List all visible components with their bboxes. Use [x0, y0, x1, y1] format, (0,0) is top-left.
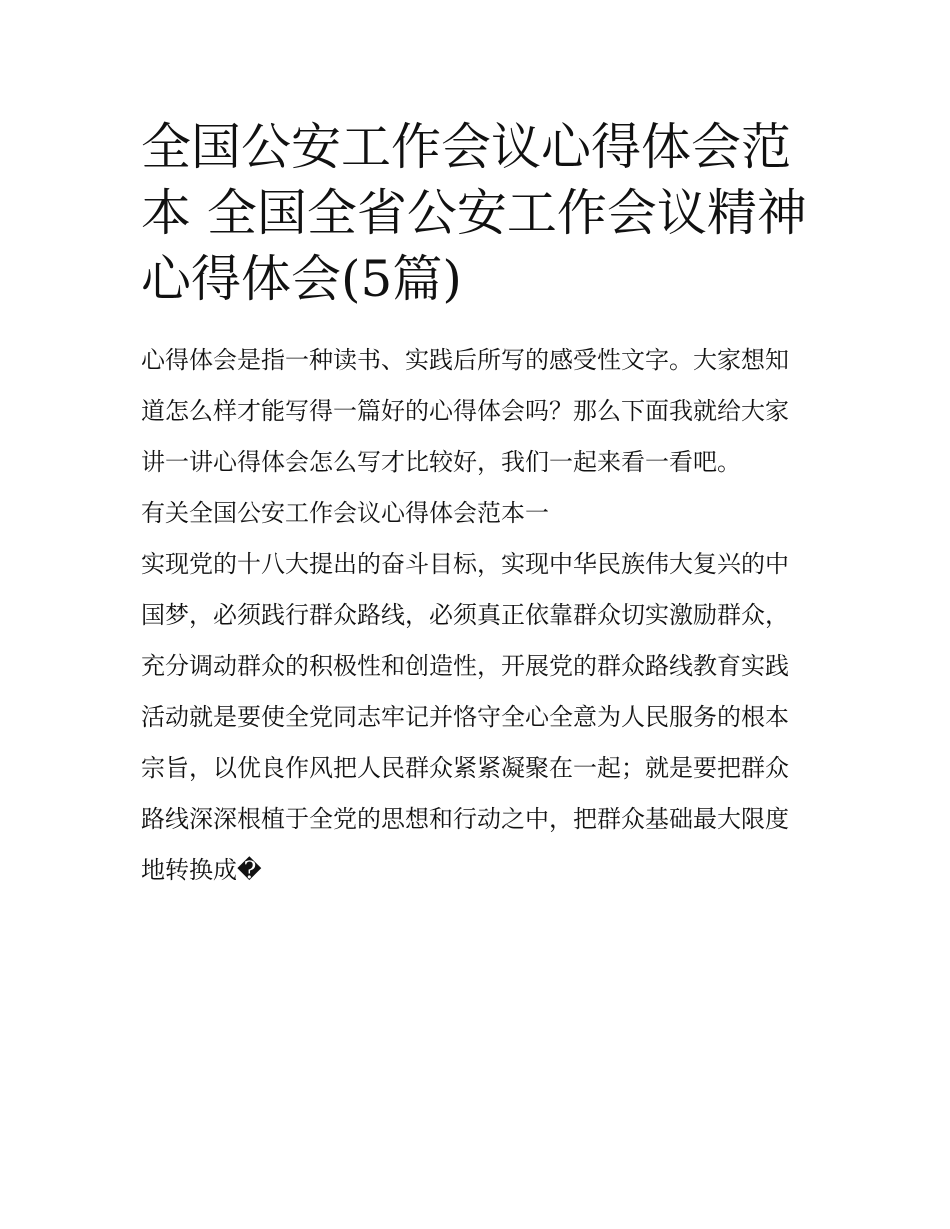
paragraph-line: 宗旨，以优良作风把人民群众紧紧凝聚在一起；就是要把群众 — [141, 754, 789, 782]
paragraph-line: 地转换成� — [141, 856, 262, 884]
intro-line: 心得体会是指一种读书、实践后所写的感受性文字。大家想知 — [141, 346, 789, 374]
document-title — [141, 114, 816, 312]
intro-line: 讲一讲心得体会怎么写才比较好，我们一起来看一看吧。 — [141, 448, 741, 476]
document-content — [141, 114, 816, 896]
document-body — [141, 335, 816, 896]
paragraph-line: 国梦，必须践行群众路线，必须真正依靠群众切实激励群众， — [141, 601, 789, 629]
paragraph-line: 充分调动群众的积极性和创造性，开展党的群众路线教育实践 — [141, 652, 789, 680]
paragraph-line: 路线深深根植于全党的思想和行动之中，把群众基础最大限度 — [141, 805, 789, 833]
intro-line: 道怎么样才能写得一篇好的心得体会吗？那么下面我就给大家 — [141, 397, 789, 425]
paragraph-line: 活动就是要使全党同志牢记并恪守全心全意为人民服务的根本 — [141, 703, 789, 731]
title-line: 全国公安工作会议心得体会范 — [141, 118, 791, 176]
section-heading: 有关全国公安工作会议心得体会范本一 — [141, 499, 549, 527]
paragraph-line: 实现党的十八大提出的奋斗目标，实现中华民族伟大复兴的中 — [141, 550, 789, 578]
title-line: 心得体会(5篇) — [141, 250, 462, 308]
title-line: 本 全国全省公安工作会议精神 — [141, 184, 807, 242]
